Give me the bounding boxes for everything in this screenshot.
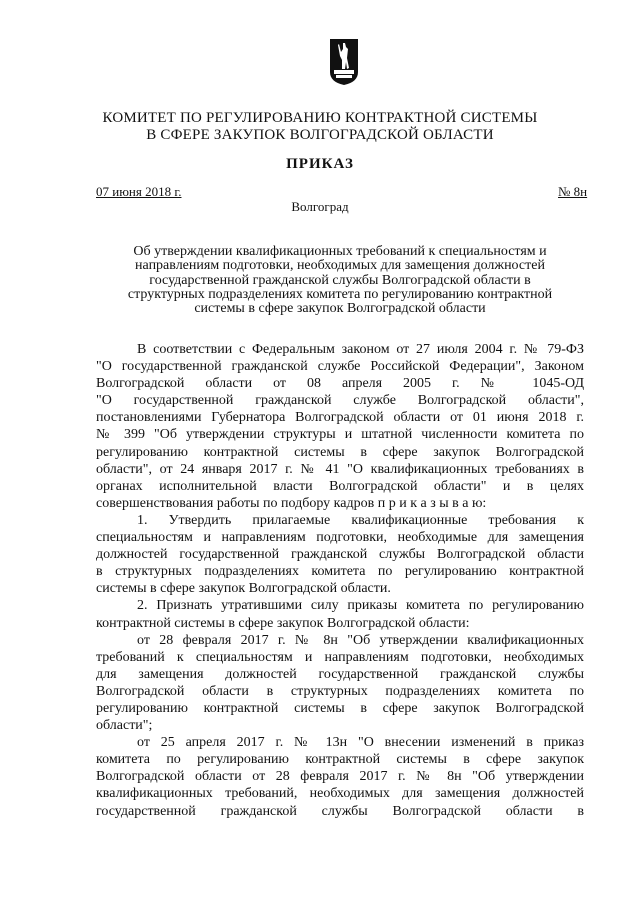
body-line: органах исполнительной власти Волгоградской области" и в целях [96, 478, 584, 494]
body-line: системы в сфере закупок Волгоградской области. [96, 581, 391, 597]
body-line: для замещения должностей государственной гражданской службы [96, 666, 584, 682]
order-date: 07 июня 2018 г. [96, 184, 182, 199]
body-line: регулированию контрактной системы в сфере закупок Волгоградской [96, 444, 584, 460]
body-line: Волгоградской области в структурных подразделениях комитета по [96, 683, 584, 699]
body-line: области", от 24 января 2017 г. № 41 "О квалификационных требованиях в [96, 461, 584, 477]
order-subject [96, 245, 584, 316]
body-line: области"; [96, 718, 153, 734]
body-line: совершенствования работы по подбору кадров п р и к а з ы в а ю: [96, 495, 487, 511]
body-line: должностей государственной гражданской службы Волгоградской области [96, 547, 584, 563]
subject-line: системы в сфере закупок Волгоградской области [194, 301, 486, 317]
volgograd-coat-of-arms-icon [329, 38, 359, 86]
order-city: Волгоград [291, 199, 349, 214]
body-line: квалификационных требований, необходимых для замещения должностей [96, 786, 584, 802]
order-number: № 8н [558, 184, 588, 199]
body-line: постановлениями Губернатора Волгоградской области от 01 июня 2018 г. [96, 410, 584, 426]
body-line: регулированию контрактной системы в сфере закупок Волгоградской [96, 700, 584, 716]
body-line: В соответствии с Федеральным законом от 27 июля 2004 г. № 79-ФЗ [137, 342, 584, 357]
body-line: от 25 апреля 2017 г. № 13н "О внесении изменений в приказ [137, 735, 584, 751]
body-line: специальностям и направлениям подготовки, необходимые для замещения [96, 530, 584, 546]
body-line: комитета по регулированию контрактной системы в сфере закупок [96, 752, 584, 768]
body-line: Волгоградской области от 08 апреля 2005 г. № 1045-ОД [96, 376, 584, 392]
org-name-line-1: КОМИТЕТ ПО РЕГУЛИРОВАНИЮ КОНТРАКТНОЙ СИСТЕМЫ [102, 110, 538, 126]
body-line: "О государственной гражданской службе Волгоградской области", [96, 393, 584, 409]
body-line: контрактной системы в сфере закупок Волгоградской области: [96, 615, 470, 631]
body-line: требований к специальностям и направлениям подготовки, необходимых [96, 649, 584, 665]
subject-line: государственной гражданской службы Волгоградской области в [149, 272, 531, 288]
org-name-line-2: В СФЕРЕ ЗАКУПОК ВОЛГОГРАДСКОЙ ОБЛАСТИ [146, 127, 494, 143]
subject-line: Об утверждении квалификационных требований к специальностям и [133, 244, 547, 259]
body-line: в структурных подразделениях комитета по регулированию контрактной [96, 564, 584, 580]
document-title: ПРИКАЗ [286, 156, 354, 172]
order-body [96, 341, 584, 820]
subject-line: направлениям подготовки, необходимых для замещения должностей [135, 258, 545, 274]
body-line: государственной гражданской службы Волгоградской области в [96, 803, 584, 819]
body-line: 1. Утвердить прилагаемые квалификационные требования к [137, 512, 584, 528]
body-line: от 28 февраля 2017 г. № 8н "Об утверждении квалификационных [137, 632, 584, 648]
body-line: "О государственной гражданской службе Российской Федерации", Законом [96, 359, 584, 375]
body-line: № 399 "Об утверждении структуры и штатной численности комитета по [96, 427, 584, 443]
subject-line: структурных подразделениях комитета по регулированию контрактной [127, 286, 553, 302]
body-line: Волгоградской области от 28 февраля 2017 г. № 8н "Об утверждении [96, 769, 584, 785]
body-line: 2. Признать утратившими силу приказы комитета по регулированию [137, 598, 584, 614]
